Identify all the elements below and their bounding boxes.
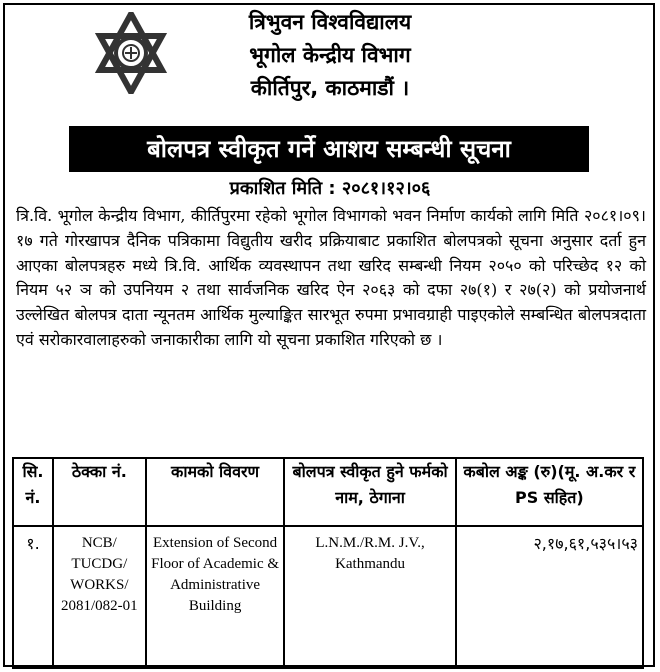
cell-description: Extension of Second Floor of Academic & Administrative Building — [146, 526, 285, 668]
cell-firm: L.N.M./R.M. J.V., Kathmandu — [284, 526, 455, 668]
published-date: प्रकाशित मिति : २०८१।१२।०६ — [229, 178, 431, 199]
header-sn: सि. नं. — [13, 458, 53, 526]
department-location: कीर्तिपुर, काठमाडौं । — [250, 76, 410, 100]
institution-header — [180, 6, 480, 105]
tender-table — [12, 457, 644, 669]
cell-amount: २,१७,६१,५३५।५३ — [456, 526, 643, 668]
cell-contract-no: NCB/ TUCDG/ WORKS/ 2081/082-01 — [53, 526, 146, 668]
header-amount: कबोल अङ्क (रु)(मू. अ.कर र PS सहित) — [456, 458, 643, 526]
header-description: कामको विवरण — [146, 458, 285, 526]
cell-sn: १. — [13, 526, 53, 668]
notice-title-banner: बोलपत्र स्वीकृत गर्ने आशय सम्बन्धी सूचना — [69, 126, 589, 172]
header-contract-no: ठेक्का नं. — [53, 458, 146, 526]
tribhuvan-university-emblem — [92, 12, 170, 94]
university-name: त्रिभुवन विश्वविद्यालय — [248, 10, 412, 34]
department-name: भूगोल केन्द्रीय विभाग — [249, 43, 411, 67]
table-row — [13, 526, 643, 668]
notice-body: त्रि.वि. भूगोल केन्द्रीय विभाग, कीर्तिपुरमा रहेको भूगोल विभागको भवन निर्माण कार्यको लागि मिति २०८१।०९।१७ गते गोरखापत्र दैनिक पत्रिकामा विद्युतीय खरीद प्रक्रियाबाट प्रकाशित बोलपत्रको सूचना अनुसार दर्ता हुन आएका बोलपत्रहरु मध्ये त्रि.वि. आर्थिक व्यवस्थापन तथा खरिद सम्बन्धी नियम २०५० को परिच्छेद १२ को नियम ५२ ञ को उपनियम २ तथा सार्वजनिक खरिद ऐन २०६३ को दफा २७(१) र २७(२) को प्रयोजनार्थ उल्लेखित बोलपत्र दाता न्यूनतम आर्थिक मुल्याङ्कित सारभूत रुपमा प्रभावग्राही पाइएकोले सम्बन्धित बोलपत्रदाता एवं सरोकारवालाहरुको जनाकारीका लागि यो सूचना प्रकाशित गरिएको छ । — [16, 206, 646, 349]
table-header-row — [13, 458, 643, 526]
header-firm: बोलपत्र स्वीकृत हुने फर्मको नाम, ठेगाना — [284, 458, 455, 526]
